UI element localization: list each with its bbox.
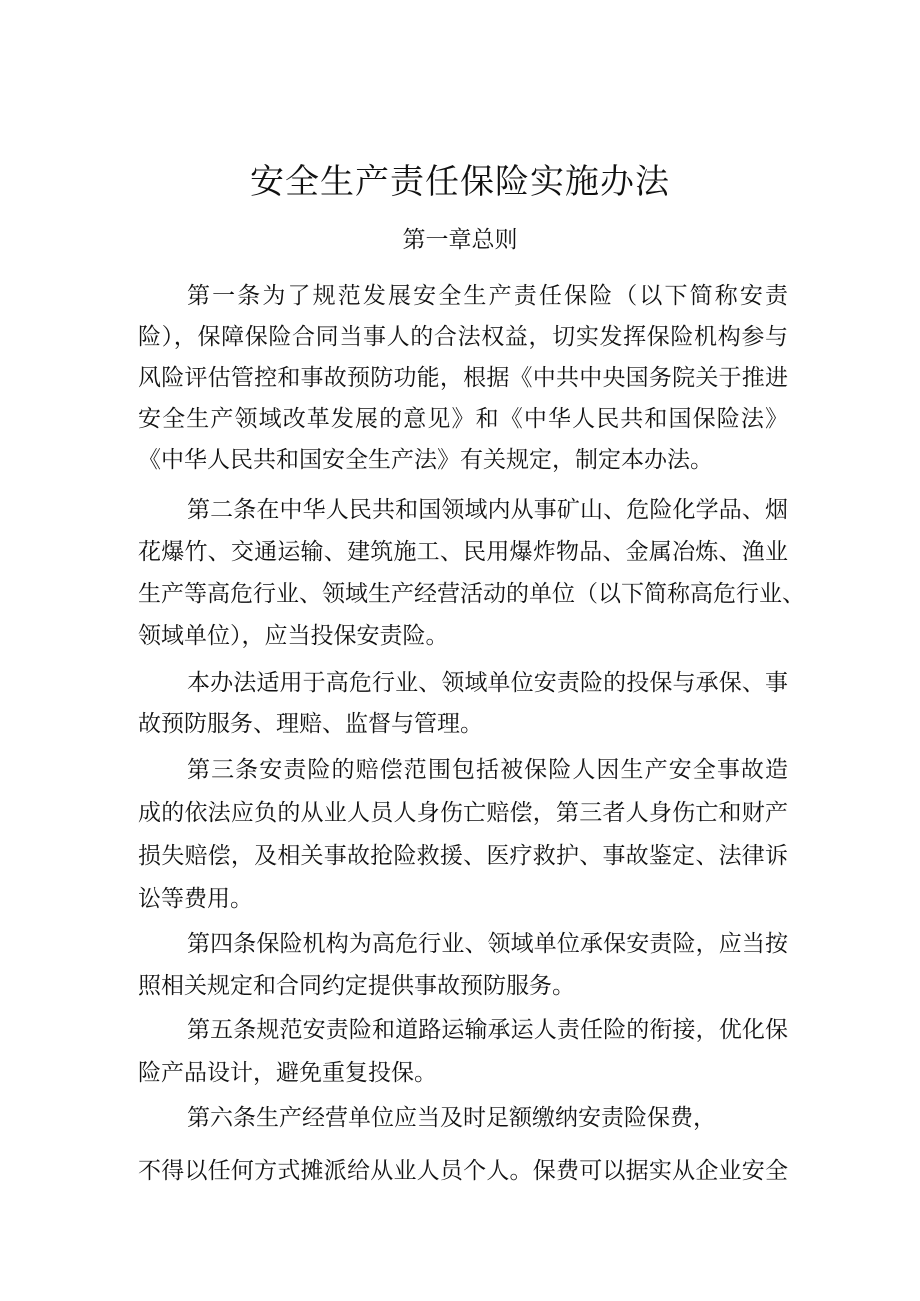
paragraph-line: 不得以任何方式摊派给从业人员个人。保费可以据实从企业安全 [138,1158,788,1184]
paragraph-line: 本办法适用于高危行业、领域单位安责险的投保与承保、事 [187,670,788,696]
paragraph-line: 风险评估管控和事故预防功能，根据《中共中央国务院关于推进 [138,365,788,391]
paragraph-line: 第三条安责险的赔偿范围包括被保险人因生产安全事故造 [187,757,788,783]
paragraph-line: 生产等高危行业、领域生产经营活动的单位（以下简称高危行业、 [138,581,805,607]
paragraph-line: 第四条保险机构为高危行业、领域单位承保安责险，应当按 [187,931,788,957]
paragraph-line: 领域单位），应当投保安责险。 [138,623,449,649]
paragraph-line: 《中华人民共和国安全生产法》有关规定，制定本办法。 [138,447,713,473]
paragraph-line: 故预防服务、理赔、监督与管理。 [138,711,483,737]
paragraph-line: 安全生产领域改革发展的意见》和《中华人民共和国保险法》 [138,406,788,432]
paragraph-line: 第六条生产经营单位应当及时足额缴纳安责险保费， [187,1105,716,1131]
paragraph-line: 损失赔偿，及相关事故抢险救援、医疗救护、事故鉴定、法律诉 [138,843,788,869]
paragraph-line: 第二条在中华人民共和国领域内从事矿山、危险化学品、烟 [187,497,788,523]
paragraph-line: 花爆竹、交通运输、建筑施工、民用爆炸物品、金属冶炼、渔业 [138,539,788,565]
document-title: 安全生产责任保险实施办法 [250,162,670,202]
paragraph-line: 第五条规范安责险和道路运输承运人责任险的衔接，优化保 [187,1017,788,1043]
paragraph-line: 第一条为了规范发展安全生产责任保险（以下简称安责 [187,283,788,309]
paragraph-line: 成的依法应负的从业人员人身伤亡赔偿，第三者人身伤亡和财产 [138,800,788,826]
paragraph-line: 照相关规定和合同约定提供事故预防服务。 [138,973,575,999]
paragraph-line: 险产品设计，避免重复投保。 [138,1060,437,1086]
chapter-heading: 第一章总则 [402,227,518,253]
paragraph-line: 讼等费用。 [138,886,253,912]
paragraph-line: 险），保障保险合同当事人的合法权益，切实发挥保险机构参与 [138,324,788,350]
